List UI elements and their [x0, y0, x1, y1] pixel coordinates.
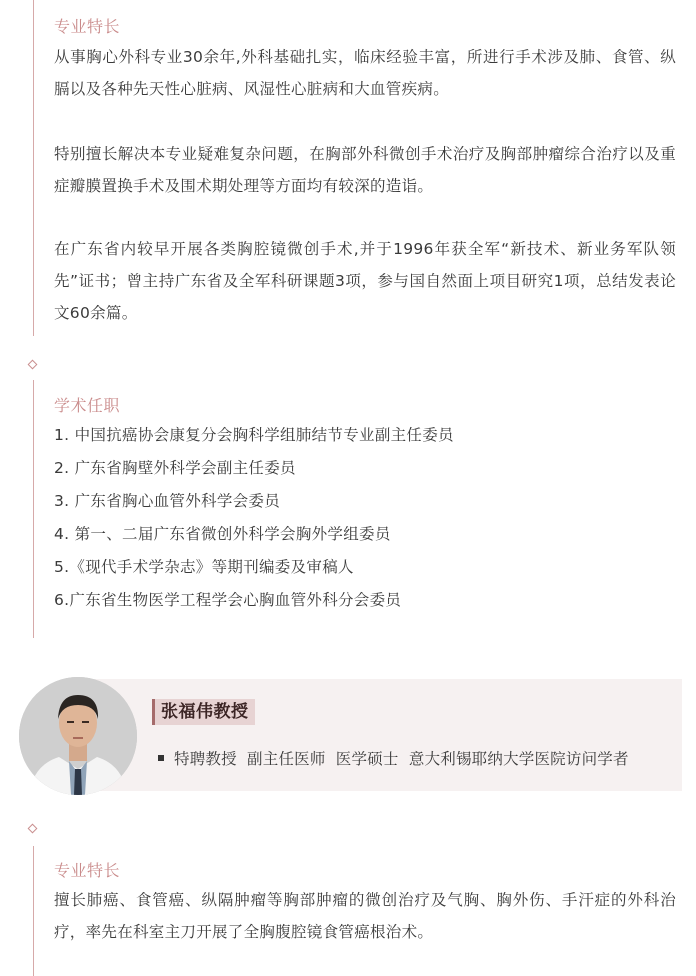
section-title-positions: 学术任职 [54, 396, 121, 415]
timeline-line-middle [33, 380, 34, 638]
diamond-divider-icon [28, 824, 38, 834]
diamond-divider-icon [28, 360, 38, 370]
timeline-line-bottom [33, 846, 34, 976]
section-title-specialty-2: 专业特长 [54, 861, 121, 880]
doctor-titles-text: 特聘教授 副主任医师 医学硕士 意大利锡耶纳大学医院访问学者 [174, 750, 629, 768]
doctor-profile-card [0, 679, 696, 791]
square-bullet-icon [158, 755, 164, 761]
specialty-paragraph-2: 特别擅长解决本专业疑难复杂问题，在胸部外科微创手术治疗及胸部肿瘤综合治疗以及重症瓣膜置换手术及围术期处理等方面均有较深的造诣。 [54, 145, 676, 195]
avatar [19, 677, 137, 795]
list-item: 4. 第一、二届广东省微创外科学会胸外学组委员 [54, 525, 391, 543]
doctor-name-badge: 张福伟教授 [152, 699, 255, 725]
list-item: 3. 广东省胸心血管外科学会委员 [54, 492, 281, 510]
list-item: 1. 中国抗癌协会康复分会胸科学组肺结节专业副主任委员 [54, 426, 454, 444]
list-item: 5.《现代手术学杂志》等期刊编委及审稿人 [54, 558, 354, 576]
list-item: 2. 广东省胸壁外科学会副主任委员 [54, 459, 296, 477]
profile-background [78, 679, 682, 791]
timeline-line-top [33, 0, 34, 336]
doctor-portrait-icon [19, 677, 137, 795]
specialty-paragraph-4: 擅长肺癌、食管癌、纵隔肿瘤等胸部肿瘤的微创治疗及气胸、胸外伤、手汗症的外科治疗，率先在科室主刀开展了全胸腹腔镜食管癌根治术。 [54, 891, 676, 941]
specialty-paragraph-1: 从事胸心外科专业30余年,外科基础扎实，临床经验丰富，所进行手术涉及肺、食管、纵膈以及各种先天性心脏病、风湿性心脏病和大血管疾病。 [54, 48, 676, 98]
list-item: 6.广东省生物医学工程学会心胸血管外科分会委员 [54, 591, 402, 609]
section-title-specialty: 专业特长 [54, 17, 121, 36]
positions-list [54, 419, 454, 617]
doctor-titles [158, 747, 629, 769]
specialty-paragraph-3: 在广东省内较早开展各类胸腔镜微创手术,并于1996年获全军“新技术、新业务军队领先”证书；曾主持广东省及全军科研课题3项，参与国自然面上项目研究1项，总结发表论文60余篇。 [54, 240, 676, 322]
